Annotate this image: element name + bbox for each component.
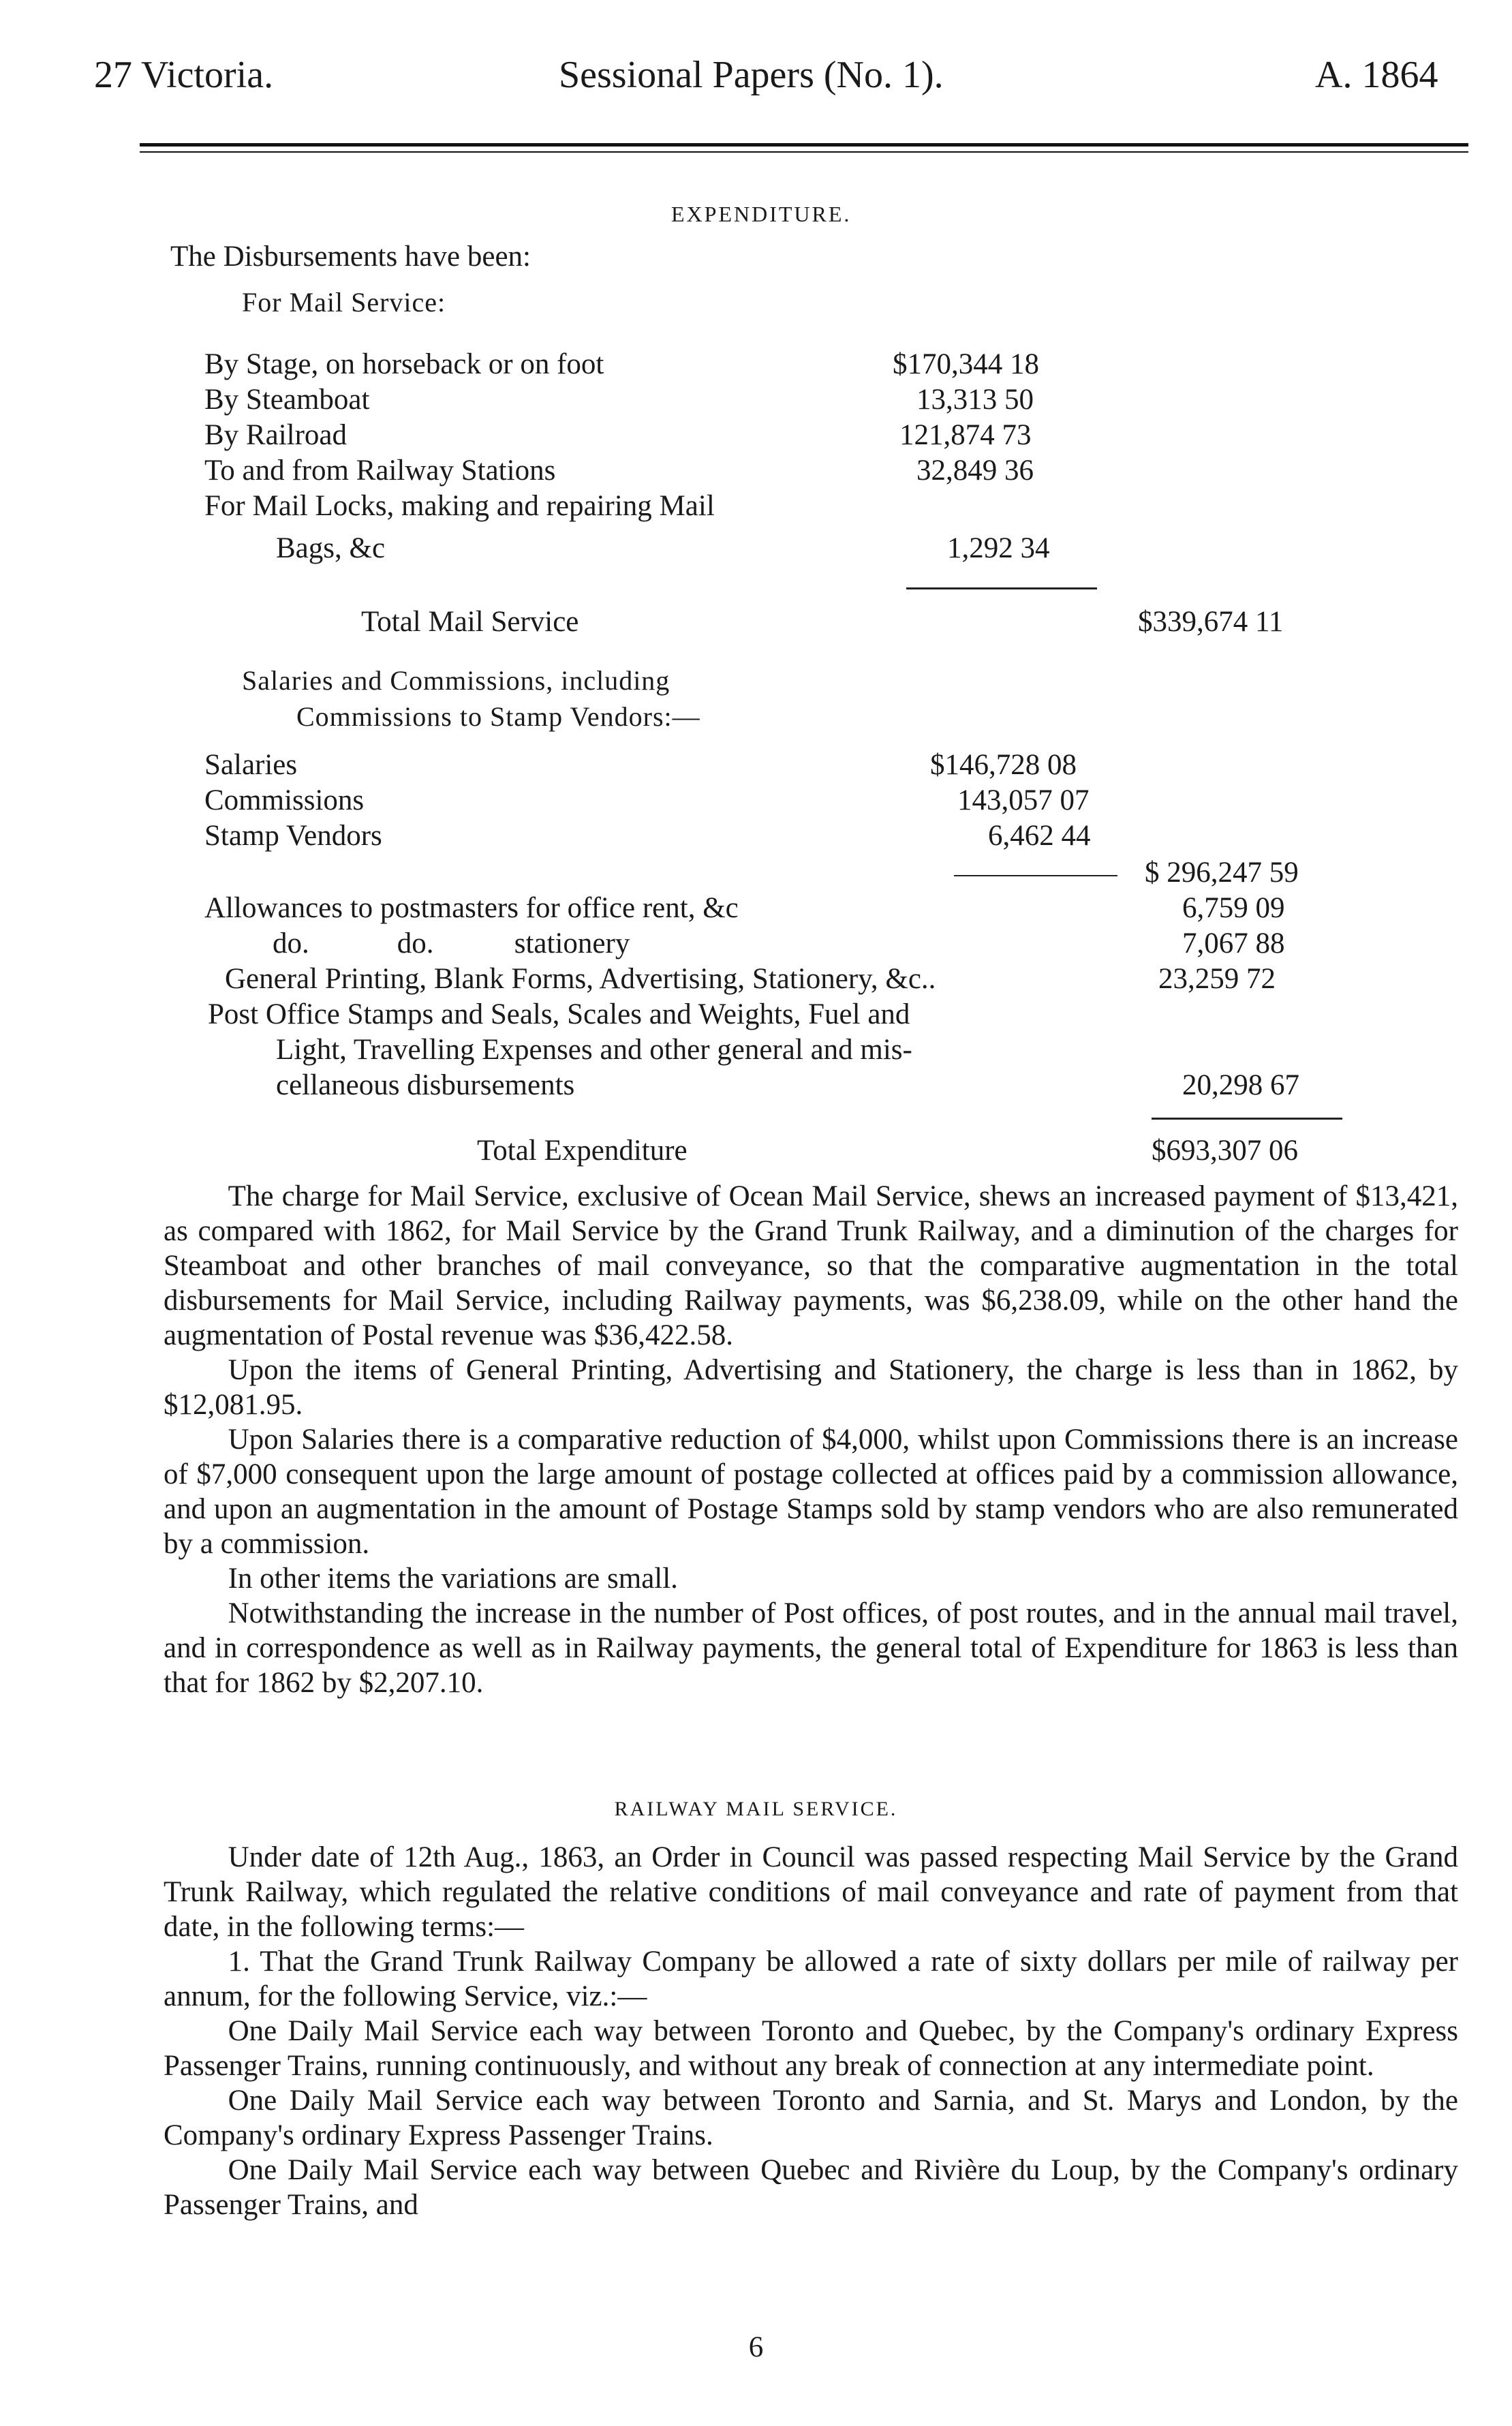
salary-item: Commissions 143,057 07	[204, 784, 1090, 816]
paragraph: In other items the variations are small.	[228, 1563, 678, 1595]
total-mail-service-label: Total Mail Service	[361, 606, 579, 638]
other-item: Allowances to postmasters for office rent, &c 6,759 09	[204, 892, 1285, 924]
paragraph: One Daily Mail Service each way between Quebec and Rivière du Loup, by the Company's ordinary Passenger Trains, and	[164, 2154, 1458, 2221]
salary-item: Stamp Vendors 6,462 44	[204, 820, 1091, 852]
paragraph: Upon Salaries there is a comparative reduction of $4,000, whilst upon Commissions there is an increase of $7,000 consequent upon the large amount of postage collected at offices paid by a commission allowance, and upon an augmentation in the amount of Postage Stamps sold by stamp vendors who are also remunerated by a commission.	[164, 1424, 1458, 1560]
other-item: Post Office Stamps and Seals, Scales and Weights, Fuel and	[208, 998, 910, 1030]
total-expenditure-label: Total Expenditure	[477, 1135, 688, 1167]
paragraph: The charge for Mail Service, exclusive of Ocean Mail Service, shews an increased payment of $13,421, as compared with 1862, for Mail Service by the Grand Trunk Railway, and a diminution of the charges for Steamboat and other branches of mail conveyance, so that the comparative augmentation in the total disbursements for Mail Service, including Railway payments, was $6,238.09, while on the other hand the augmentation of Postal revenue was $36,422.58.	[164, 1180, 1458, 1351]
paragraph: 1. That the Grand Trunk Railway Company be allowed a rate of sixty dollars per mile of railway per annum, for the following Service, viz.:—	[164, 1946, 1458, 2012]
total-expenditure-amount: $693,307 06	[1152, 1135, 1298, 1167]
header-rule-thin	[140, 151, 1468, 153]
mail-service-heading: For Mail Service:	[242, 287, 446, 318]
other-item: cellaneous disbursements 20,298 67	[276, 1069, 1299, 1101]
mail-item: Bags, &c 1,292 34	[276, 532, 1050, 564]
paragraph: One Daily Mail Service each way between Toronto and Sarnia, and St. Marys and London, by the Company's ordinary Express Passenger Trains.	[164, 2085, 1458, 2151]
paragraph: Under date of 12th Aug., 1863, an Order in Council was passed respecting Mail Service by the Grand Trunk Railway, which regulated the relative conditions of mail conveyance and rate of payment from that date, in the following terms:—	[164, 1841, 1458, 1943]
header-year: A. 1864	[1315, 54, 1438, 96]
total-mail-service-amount: $339,674 11	[1138, 606, 1284, 638]
mail-item: To and from Railway Stations 32,849 36	[204, 455, 1034, 487]
railway-paragraphs	[164, 1840, 1458, 2222]
other-item: Light, Travelling Expenses and other general and mis-	[276, 1034, 912, 1066]
other-item: do. do. stationery 7,067 88	[273, 927, 1285, 959]
mail-item: By Steamboat 13,313 50	[204, 384, 1034, 416]
mail-item: For Mail Locks, making and repairing Mail	[204, 490, 715, 522]
header-rule-thick	[140, 143, 1468, 147]
other-item: General Printing, Blank Forms, Advertising, Stationery, &c.. 23,259 72	[225, 963, 1276, 995]
railway-section-title: RAILWAY MAIL SERVICE.	[614, 1798, 898, 1820]
mail-item: By Railroad 121,874 73	[204, 419, 1032, 451]
paragraph: Upon the items of General Printing, Advertising and Stationery, the charge is less than in 1862, by $12,081.95.	[164, 1354, 1458, 1421]
intro-text: The Disbursements have been:	[170, 241, 531, 273]
subtotal-rule	[906, 587, 1097, 589]
grand-total-rule	[1152, 1118, 1342, 1120]
section-title: EXPENDITURE.	[671, 202, 852, 226]
salaries-heading-line1: Salaries and Commissions, including	[242, 665, 670, 696]
paragraph: One Daily Mail Service each way between Toronto and Quebec, by the Company's ordinary Express Passenger Trains, running continuously, and without any break of connection at any intermediate point.	[164, 2015, 1458, 2082]
commentary-paragraphs	[164, 1179, 1458, 1700]
salary-subtotal-rule	[954, 875, 1117, 876]
salary-item: Salaries $146,728 08	[204, 749, 1077, 781]
header-title: Sessional Papers (No. 1).	[559, 54, 944, 96]
salaries-total-amount: $ 296,247 59	[1145, 857, 1299, 889]
mail-item: By Stage, on horseback or on foot $170,344 18	[204, 348, 1039, 380]
page-number: 6	[748, 2331, 764, 2363]
paragraph: Notwithstanding the increase in the number of Post offices, of post routes, and in the annual mail travel, and in correspondence as well as in Railway payments, the general total of Expenditure for 1863 is less than that for 1862 by $2,207.10.	[164, 1597, 1458, 1699]
salaries-heading-line2: Commissions to Stamp Vendors:—	[296, 701, 700, 732]
header-session: 27 Victoria.	[94, 54, 274, 96]
